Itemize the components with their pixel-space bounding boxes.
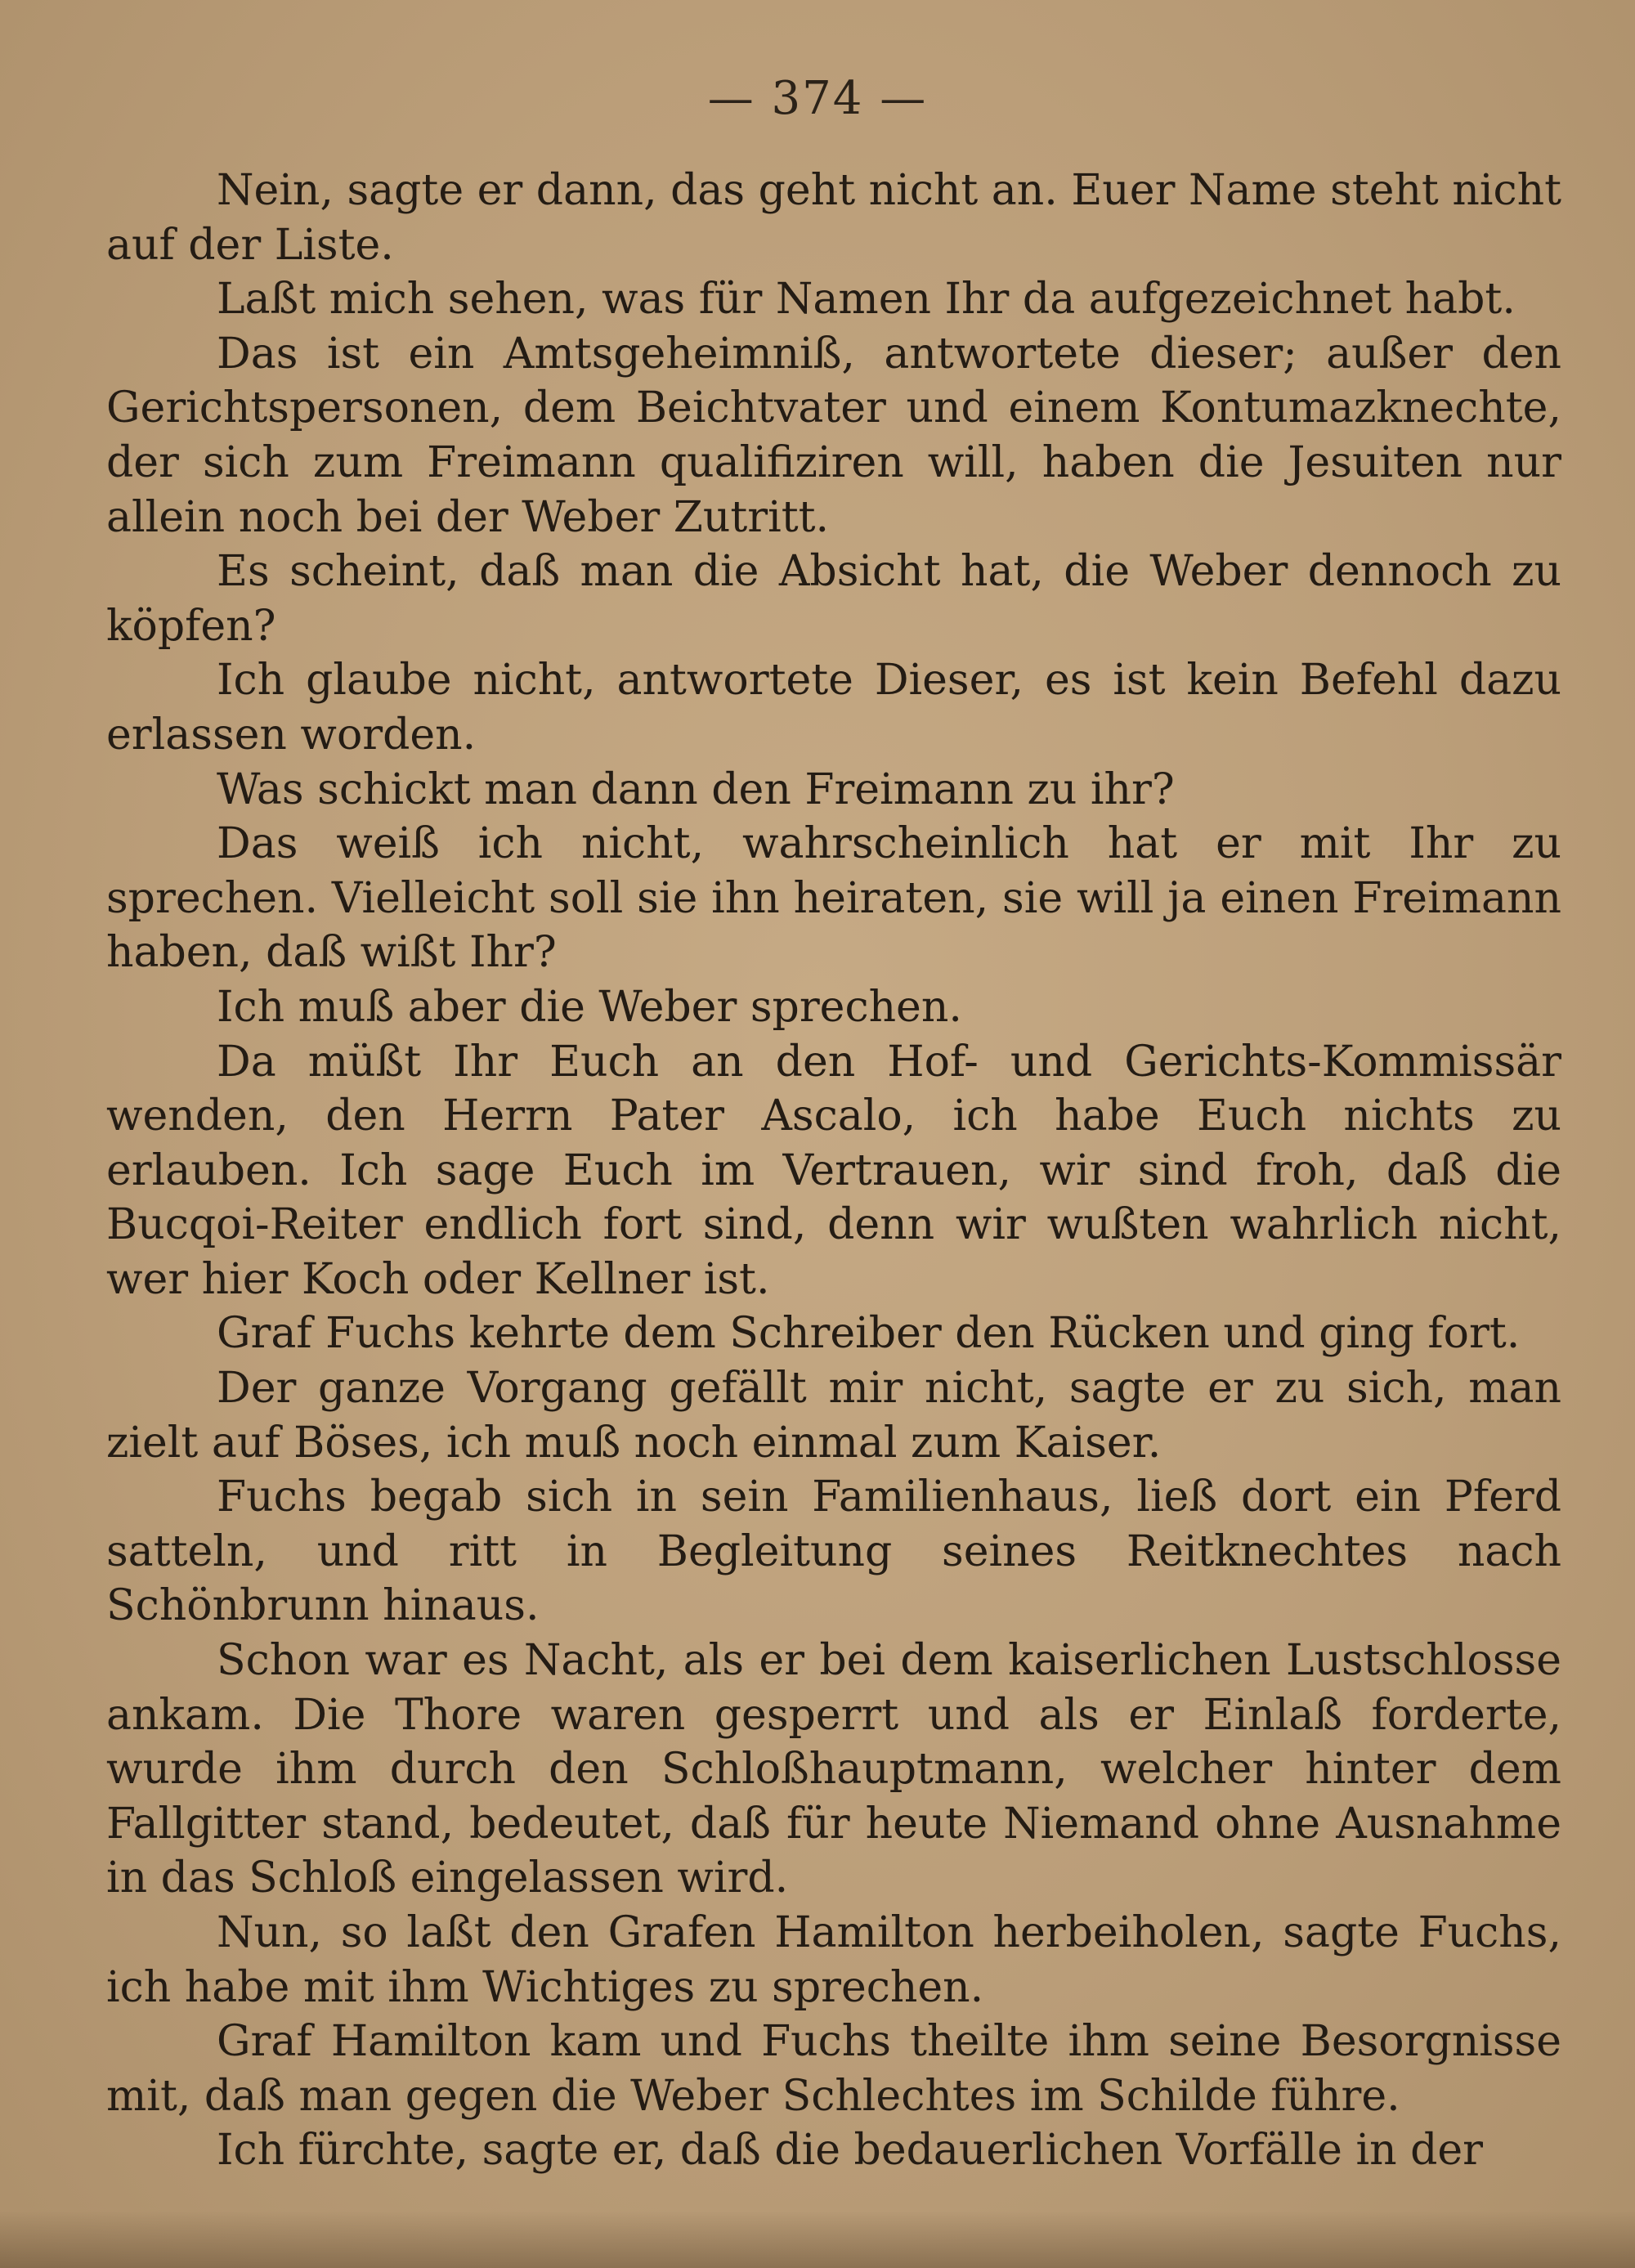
paragraph: Der ganze Vorgang gefällt mir nicht, sagte er zu sich, man zielt auf Böses, ich muß noch einmal zum Kaiser. bbox=[106, 1364, 1561, 1468]
paragraph: Ich muß aber die Weber sprechen. bbox=[217, 982, 962, 1032]
paragraph: Graf Hamilton kam und Fuchs theilte ihm seine Besorgnisse mit, daß man gegen die Weber Schlechtes im Schilde führe. bbox=[106, 2017, 1561, 2121]
paragraph: Ich fürchte, sagte er, daß die bedauerlichen Vorfälle in der bbox=[217, 2126, 1484, 2176]
paragraph: Fuchs begab sich in sein Familienhaus, ließ dort ein Pferd satteln, und ritt in Begleitung seines Reitknechtes nach Schönbrunn hinaus. bbox=[106, 1472, 1561, 1631]
paragraph: Schon war es Nacht, als er bei dem kaiserlichen Lustschlosse ankam. Die Thore waren gesperrt und als er Einlaß forderte, wurde ihm durch den Schloßhauptmann, welcher hinter dem Fallgitter stand, bedeutet, daß für heute Niemand ohne Ausnahme in das Schloß eingelassen wird. bbox=[106, 1636, 1561, 1903]
paragraph: Nun, so laßt den Grafen Hamilton herbeiholen, sagte Fuchs, ich habe mit ihm Wichtiges zu sprechen. bbox=[106, 1908, 1561, 2012]
page-text bbox=[106, 164, 1561, 2178]
paragraph: Graf Fuchs kehrte dem Schreiber den Rücken und ging fort. bbox=[217, 1309, 1521, 1359]
paragraph: Was schickt man dann den Freimann zu ihr? bbox=[217, 764, 1175, 814]
paragraph: Laßt mich sehen, was für Namen Ihr da aufgezeichnet habt. bbox=[217, 275, 1516, 325]
paragraph: Nein, sagte er dann, das geht nicht an. Euer Name steht nicht auf der Liste. bbox=[106, 166, 1561, 270]
paragraph: Das weiß ich nicht, wahrscheinlich hat er mit Ihr zu sprechen. Vielleicht soll sie ihn heiraten, sie will ja einen Freimann haben, daß wißt Ihr? bbox=[106, 819, 1561, 978]
paragraph: Das ist ein Amtsgeheimniß, antwortete dieser; außer den Gerichtspersonen, dem Beichtvater und einem Kontumazknechte, der sich zum Freimann qualifiziren will, haben die Jesuiten nur allein noch bei der Weber Zutritt. bbox=[106, 329, 1561, 542]
paragraph: Ich glaube nicht, antwortete Dieser, es ist kein Befehl dazu erlassen worden. bbox=[106, 656, 1561, 760]
paragraph: Da müßt Ihr Euch an den Hof- und Gerichts-Kommissär wenden, den Herrn Pater Ascalo, ich habe Euch nichts zu erlauben. Ich sage Euch im Vertrauen, wir sind froh, daß die Bucqoi-Reiter endlich fort sind, denn wir wußten wahrlich nicht, wer hier Koch oder Kellner ist. bbox=[106, 1037, 1561, 1304]
paragraph: Es scheint, daß man die Absicht hat, die Weber dennoch zu köpfen? bbox=[106, 547, 1561, 651]
page-number: — 374 — bbox=[707, 72, 928, 125]
